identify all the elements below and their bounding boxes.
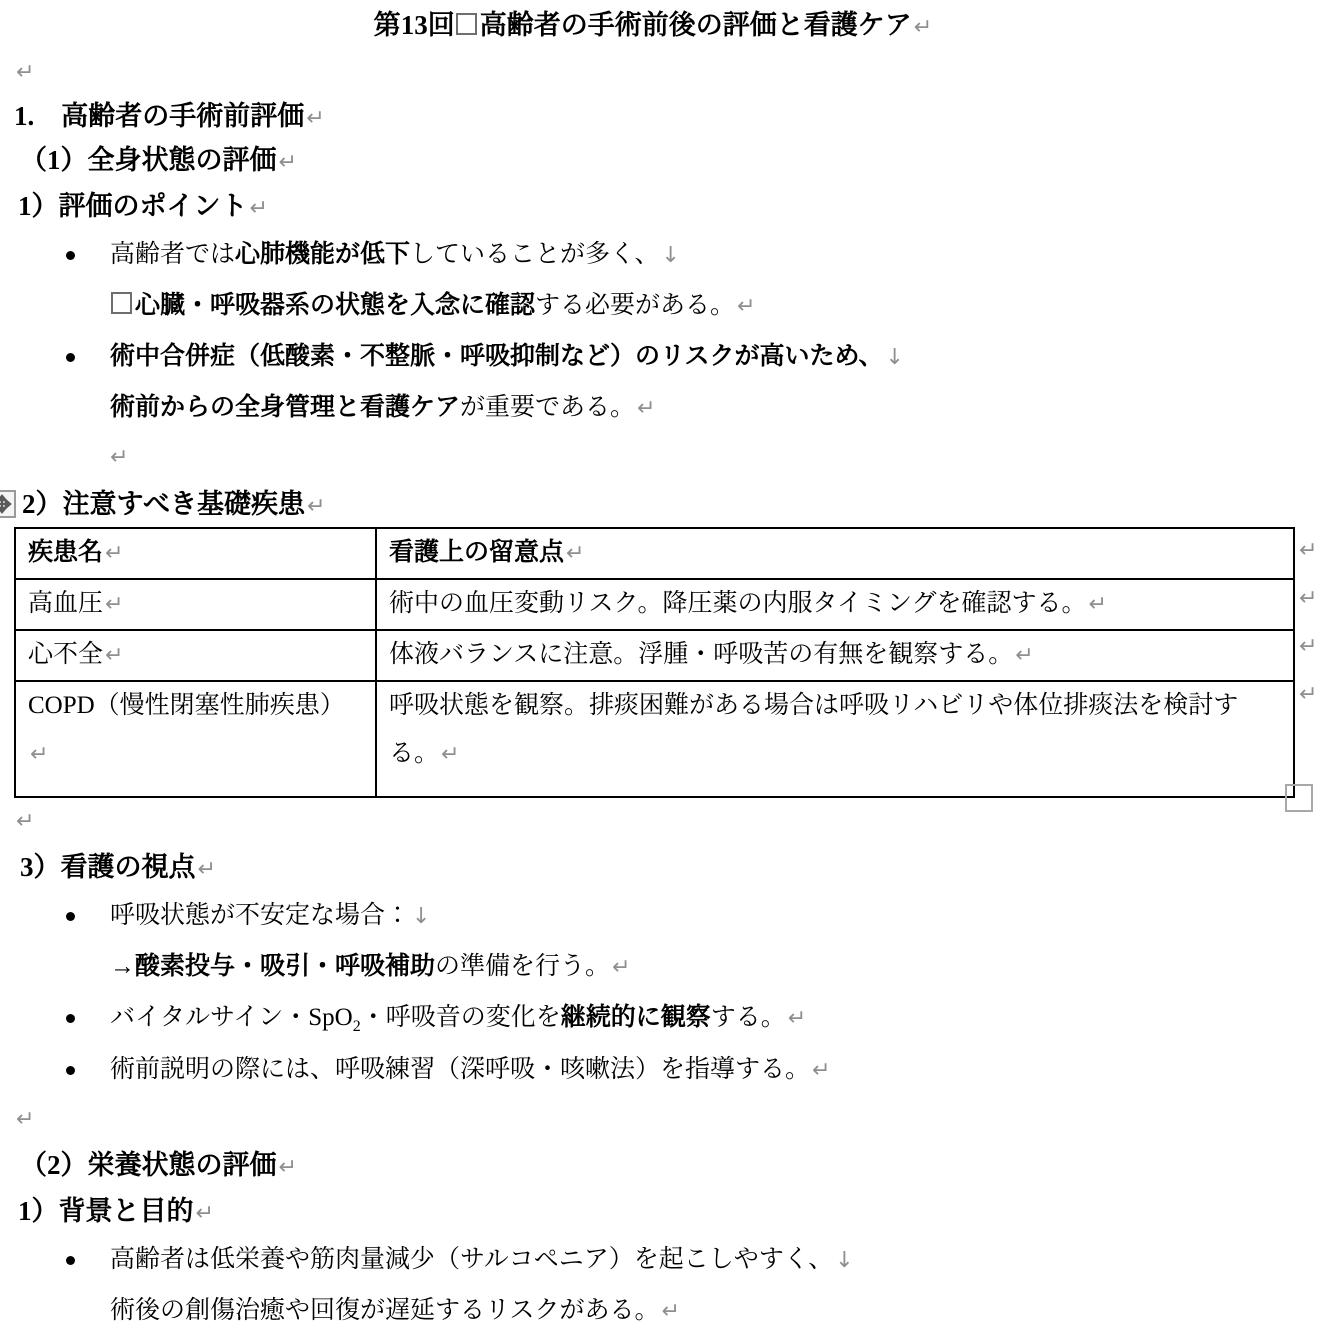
- table-cell-disease: COPD（慢性閉塞性肺疾患）↵: [15, 681, 376, 797]
- heading-text: （2）栄養状態の評価: [20, 1150, 277, 1180]
- run: バイタルサイン・SpO: [110, 1004, 353, 1031]
- run-bold: 術中合併症（低酸素・不整脈・呼吸抑制など）のリスクが高いため、: [110, 343, 884, 370]
- empty-paragraph: [0, 433, 1306, 481]
- run: 術後の創傷治癒や回復が遅延するリスクがある。: [110, 1297, 660, 1324]
- bullet-item-continuation: [0, 1286, 1306, 1336]
- end-of-cell-mark: ↵: [105, 541, 124, 566]
- end-of-cell-mark: ↵: [441, 742, 460, 767]
- end-of-row-mark: ↵: [1299, 682, 1317, 707]
- line-break-mark: ↓: [412, 904, 431, 929]
- heading-text: （1）全身状態の評価: [20, 145, 277, 175]
- paragraph-mark: ↵: [637, 396, 656, 421]
- run-bold: 術前からの全身管理と看護ケア: [110, 394, 461, 421]
- disease-table: [14, 527, 1295, 798]
- table-resize-handle[interactable]: [1285, 784, 1313, 812]
- paragraph-mark: ↵: [787, 1006, 807, 1031]
- end-of-cell-mark: ↵: [1088, 592, 1107, 617]
- paragraph-mark: ↵: [16, 60, 35, 85]
- table-header-disease: 疾患名↵: [15, 528, 376, 579]
- heading-text: 3）看護の視点: [20, 852, 196, 882]
- end-of-cell-mark: ↵: [105, 643, 124, 668]
- end-of-cell-mark: ↵: [105, 592, 124, 617]
- end-of-cell-mark: ↵: [566, 541, 585, 566]
- run: が重要である。: [460, 394, 636, 421]
- heading-base-diseases: [0, 481, 1306, 527]
- heading-section-1-2: [0, 1142, 1306, 1188]
- heading-section-1-1: [0, 138, 1306, 183]
- paragraph-mark: ↵: [197, 857, 216, 882]
- disease-table-container: [14, 527, 1317, 798]
- title-main: 高齢者の手術前後の評価と看護ケア: [479, 10, 912, 40]
- bullet-item-continuation: [0, 281, 1306, 331]
- paragraph-mark: ↵: [110, 445, 129, 470]
- heading-nursing-view: [0, 844, 1306, 890]
- paragraph-mark: ↵: [812, 1058, 831, 1083]
- bullet-item: [0, 890, 1306, 942]
- heading-text: 1）評価のポイント: [18, 191, 248, 221]
- table-header-row: [15, 528, 1294, 579]
- end-of-row-mark: ↵: [1299, 586, 1317, 611]
- paragraph-mark: ↵: [278, 1155, 297, 1180]
- bullet-marker: [66, 251, 75, 260]
- table-cell-disease: 高血圧↵: [15, 579, 376, 630]
- paragraph-mark: ↵: [249, 196, 268, 221]
- table-row: [15, 630, 1294, 681]
- run-bold: 心臓・呼吸器系の状態を入念に確認: [135, 292, 536, 319]
- bullet-item-continuation: [0, 942, 1306, 992]
- document-title: [0, 0, 1306, 50]
- heading-eval-points: [0, 183, 1306, 229]
- table-row: [15, 681, 1294, 797]
- title-prefix: 第13回: [373, 10, 455, 40]
- paragraph-mark: ↵: [306, 494, 326, 519]
- end-of-row-mark: ↵: [1299, 634, 1317, 659]
- run: していることが多く、: [410, 241, 660, 268]
- end-of-cell-mark: ↵: [1015, 643, 1034, 668]
- line-break-mark: ↓: [885, 345, 904, 370]
- run: 術前説明の際には、呼吸練習（深呼吸・咳嗽法）を指導する。: [110, 1056, 811, 1083]
- fullwidth-space-mark: [111, 292, 132, 314]
- bullet-item: [0, 331, 1306, 383]
- bullet-marker: [66, 1256, 75, 1265]
- run: 高齢者は低栄養や筋肉量減少（サルコペニア）を起こしやすく、: [110, 1246, 834, 1273]
- run: する必要がある。: [535, 292, 736, 319]
- empty-paragraph: [0, 1096, 1306, 1142]
- fullwidth-space-mark: [456, 13, 477, 35]
- table-cell-note: 呼吸状態を観察。排痰困難がある場合は呼吸リハビリや体位排痰法を検討する。↵: [376, 681, 1294, 797]
- bullet-item: [0, 1234, 1306, 1286]
- paragraph-mark: ↵: [661, 1299, 680, 1324]
- paragraph-mark: ↵: [913, 15, 933, 40]
- run-bold: 継続的に観察: [560, 1004, 711, 1031]
- table-row: [15, 579, 1294, 630]
- bullet-marker: [66, 1066, 75, 1075]
- paragraph-mark: ↵: [737, 294, 756, 319]
- paragraph-mark: ↵: [195, 1201, 214, 1226]
- line-break-mark: ↓: [835, 1248, 854, 1273]
- end-of-row-mark: ↵: [1299, 538, 1317, 563]
- end-of-cell-mark: ↵: [30, 742, 49, 767]
- run: する。: [710, 1004, 786, 1031]
- bullet-marker: [66, 912, 75, 921]
- paragraph-mark: ↵: [612, 955, 631, 980]
- heading-text: 2）注意すべき基礎疾患: [22, 489, 305, 519]
- heading-text: 1）背景と目的: [18, 1196, 194, 1226]
- paragraph-mark: ↵: [16, 1107, 35, 1132]
- run-bold: 心肺機能が低下: [235, 241, 411, 268]
- bullet-item: [0, 1044, 1306, 1096]
- run: ・呼吸音の変化を: [360, 1004, 561, 1031]
- table-cell-disease: 心不全↵: [15, 630, 376, 681]
- bullet-item: [0, 992, 1306, 1044]
- paragraph-mark: ↵: [278, 150, 297, 175]
- heading-section-1: [0, 94, 1306, 138]
- table-cell-note: 術中の血圧変動リスク。降圧薬の内服タイミングを確認する。↵: [376, 579, 1294, 630]
- paragraph-mark: ↵: [306, 106, 325, 131]
- heading-background-purpose: [0, 1188, 1306, 1234]
- run: の準備を行う。: [435, 953, 611, 980]
- table-cell-note: 体液バランスに注意。浮腫・呼吸苦の有無を観察する。↵: [376, 630, 1294, 681]
- run-bold: →酸素投与・吸引・呼吸補助: [110, 953, 436, 980]
- bullet-item: [0, 229, 1306, 281]
- bullet-marker: [66, 353, 75, 362]
- bullet-marker: [66, 1014, 75, 1023]
- run-subscript: 2: [352, 1018, 361, 1035]
- table-move-handle-icon[interactable]: [0, 488, 18, 520]
- empty-paragraph: [0, 50, 1306, 94]
- empty-paragraph: [0, 798, 1306, 844]
- run: 呼吸状態が不安定な場合：: [110, 902, 411, 929]
- run: 高齢者では: [110, 241, 236, 268]
- paragraph-mark: ↵: [16, 809, 35, 834]
- table-header-note: 看護上の留意点↵: [376, 528, 1294, 579]
- bullet-item-continuation: [0, 383, 1306, 433]
- heading-text: 1. 高齢者の手術前評価: [14, 101, 305, 131]
- line-break-mark: ↓: [661, 243, 680, 268]
